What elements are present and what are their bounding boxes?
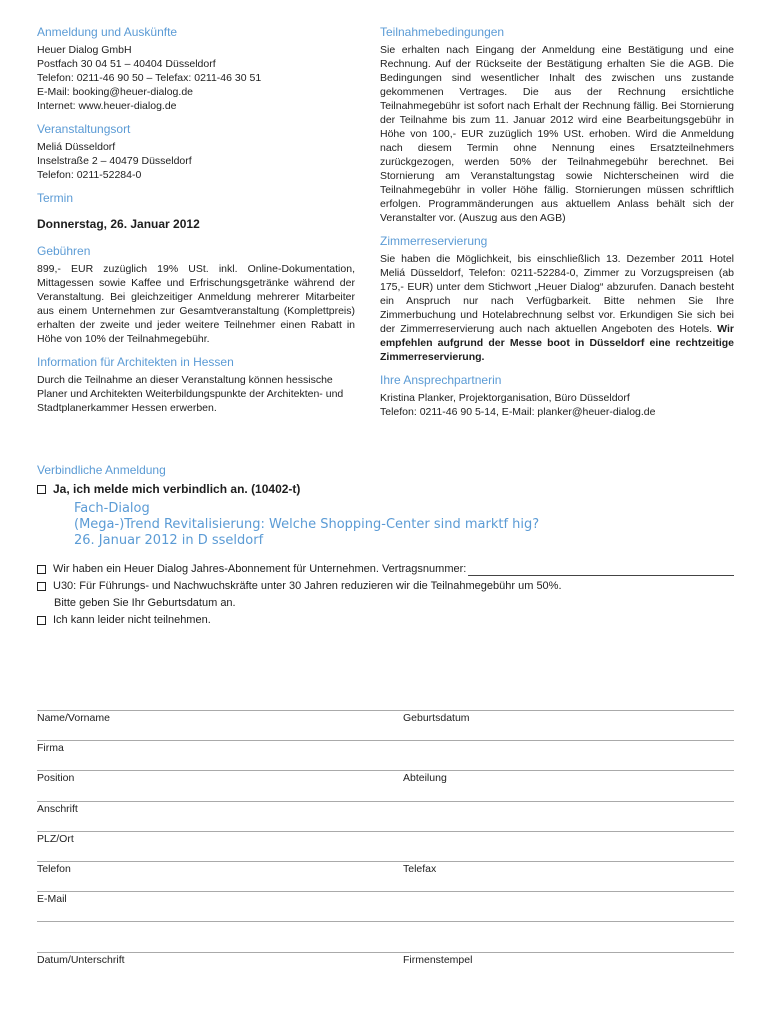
room-heading: Zimmerreservierung (380, 234, 488, 248)
event-info (74, 501, 734, 549)
form-row[interactable] (37, 801, 734, 831)
fees-section (37, 244, 355, 346)
conditions-text: Sie erhalten nach Eingang der Anmeldung eine Bestätigung und eine Rechnung. Auf der Rückseite der Bestätigung erhalten Sie die AGB. Die Bedingungen sind wesentlicher Inhalt des zwischen uns zustande gekommenen Vertrages. Die aus der Rechnung ersichtliche Teilnahmegebühr ist sofort nach Erhalt der Rechnung fällig. Bei Stornierung der Teilnahme bis zum 11. Januar 2012 wird eine Bearbeitungsgebühr in Höhe von 100,- EUR zuzüglich 19% USt. erhoben. Wird die Anmeldung nach diesem Termin ohne Nennung eines Ersatzteilnehmers zurückgezogen, werden 50% der Teilnahmegebühr berechnet. Bei Stornierung am Veranstaltungstag sowie Nichterscheinen wird die Teilnahmegebühr in voller Höhe fällig. Stornierungen müssen schriftlich erfolgen. Programmänderungen aus aktuellem Anlass behält sich der Veranstalter vor. (Auszug aus den AGB) (380, 44, 734, 224)
architects-heading: Information für Architekten in Hessen (37, 355, 234, 369)
u30-label: U30: Für Führungs- und Nachwuchskräfte unter 30 Jahren reduzieren wir die Teilnahmegebühr um 50%. (53, 580, 562, 592)
registration-section (37, 463, 734, 629)
termin-heading: Termin (37, 191, 74, 205)
right-column (380, 25, 734, 428)
phone-field-label: Telefon (37, 862, 71, 875)
position-field-label: Position (37, 772, 75, 785)
registration-form (37, 710, 734, 982)
left-column (37, 25, 355, 424)
confirm-registration-option[interactable] (37, 481, 734, 497)
fees-heading: Gebühren (37, 244, 91, 258)
u30-option[interactable] (37, 578, 734, 595)
company-field-label: Firma (37, 742, 64, 755)
form-row[interactable] (37, 952, 734, 982)
address-field-label: Anschrift (37, 802, 78, 815)
subscription-label: Wir haben ein Heuer Dialog Jahres-Abonnement für Unternehmen. Vertragsnummer: (53, 563, 467, 575)
event-date-location: 26. Januar 2012 in D sseldorf (74, 533, 264, 548)
email-field-label: E-Mail (37, 893, 67, 906)
confirm-checkbox[interactable] (37, 485, 46, 494)
u30-birthdate-note: Bitte geben Sie Ihr Geburtsdatum an. (54, 597, 236, 609)
venue-name: Meliá Düsseldorf (37, 141, 116, 153)
decline-checkbox[interactable] (37, 616, 46, 625)
form-row[interactable] (37, 921, 734, 951)
form-row[interactable] (37, 770, 734, 800)
u30-checkbox[interactable] (37, 582, 46, 591)
venue-section (37, 122, 355, 182)
phone-fax: Telefon: 0211-46 90 50 – Telefax: 0211-46 30 51 (37, 72, 262, 84)
room-text-body: Sie haben die Möglichkeit, bis einschließlich 13. Dezember 2011 Hotel Meliá Düsseldorf, Telefon: 0211-52284-0, Zimmer zu Vorzugspreisen (ab 175,- EUR) unter dem Stichwort „Heuer Dialog“ abzurufen. Danach besteht ein Anspruch nur nach Verfügbarkeit. Bitte nehmen Sie Ihre Zimmerbuchung und Hotelabrechnung selbst vor. Erkundigen Sie sich bei der Zimmerreservierung auch nach aktuellen Angeboten des Hotels. (380, 253, 734, 335)
event-date: Donnerstag, 26. Januar 2012 (37, 217, 200, 231)
subscription-checkbox[interactable] (37, 565, 46, 574)
contact-section (380, 373, 734, 419)
contact-name: Kristina Planker, Projektorganisation, Büro Düsseldorf (380, 392, 630, 404)
zip-city-field-label: PLZ/Ort (37, 832, 74, 845)
termin-section (37, 191, 355, 232)
signature-field-label: Datum/Unterschrift (37, 953, 125, 966)
decline-label: Ich kann leider nicht teilnehmen. (53, 614, 211, 626)
website-link[interactable]: Internet: www.heuer-dialog.de (37, 100, 177, 112)
form-row[interactable] (37, 831, 734, 861)
room-section (380, 234, 734, 364)
birthdate-field-label: Geburtsdatum (403, 712, 470, 724)
stamp-field-label: Firmenstempel (403, 953, 473, 966)
room-recommendation: Wir empfehlen aufgrund der Messe boot in Düsseldorf eine rechtzeitige Zimmerreservierung. (380, 323, 734, 363)
event-title: (Mega-)Trend Revitalisierung: Welche Shopping-Center sind marktf hig? (74, 517, 540, 532)
fax-field-label: Telefax (403, 862, 437, 875)
architects-section (37, 355, 355, 415)
form-row[interactable] (37, 891, 734, 921)
anmeldung-heading: Anmeldung und Auskünfte (37, 25, 178, 39)
registration-heading: Verbindliche Anmeldung (37, 463, 166, 477)
department-field-label: Abteilung (403, 772, 447, 785)
form-row[interactable] (37, 861, 734, 891)
venue-phone: Telefon: 0211-52284-0 (37, 169, 142, 181)
decline-option[interactable] (37, 612, 734, 629)
fees-text: 899,- EUR zuzüglich 19% USt. inkl. Online-Dokumentation, Mittagessen sowie Kaffee und Erfrischungsgetränke während der Veranstaltung. Bei gleichzeitiger Anmeldung mehrerer Mitarbeiter aus einem Unternehmen zur Gesamtveranstaltung (Komplettpreis) erhalten der zweite und jeder weitere Teilnehmer einen Rabatt in Höhe von 10% der Teilnahmegebühr. (37, 263, 355, 345)
conditions-heading: Teilnahmebedingungen (380, 25, 505, 39)
event-type: Fach-Dialog (74, 501, 150, 516)
contract-number-field[interactable] (468, 563, 734, 576)
email-link[interactable]: E-Mail: booking@heuer-dialog.de (37, 86, 193, 98)
company-name: Heuer Dialog GmbH (37, 44, 132, 56)
postal-address: Postfach 30 04 51 – 40404 Düsseldorf (37, 58, 216, 70)
architects-text: Durch die Teilnahme an dieser Veranstaltung können hessische Planer und Architekten Weiterbildungspunkte der Architekten- und Stadtplanerkammer Hessen erwerben. (37, 374, 344, 414)
contact-heading: Ihre Ansprechpartnerin (380, 373, 502, 387)
contact-phone-email: Telefon: 0211-46 90 5-14, E-Mail: planker@heuer-dialog.de (380, 406, 656, 418)
room-text (380, 252, 734, 364)
anmeldung-section (37, 25, 355, 113)
conditions-section (380, 25, 734, 225)
subscription-option[interactable] (37, 561, 734, 578)
venue-address: Inselstraße 2 – 40479 Düsseldorf (37, 155, 192, 167)
registration-options (37, 561, 734, 629)
confirm-label: Ja, ich melde mich verbindlich an. (10402-t) (53, 482, 301, 496)
name-field-label: Name/Vorname (37, 712, 110, 724)
form-row[interactable] (37, 740, 734, 770)
form-row[interactable] (37, 710, 734, 740)
venue-heading: Veranstaltungsort (37, 122, 131, 136)
